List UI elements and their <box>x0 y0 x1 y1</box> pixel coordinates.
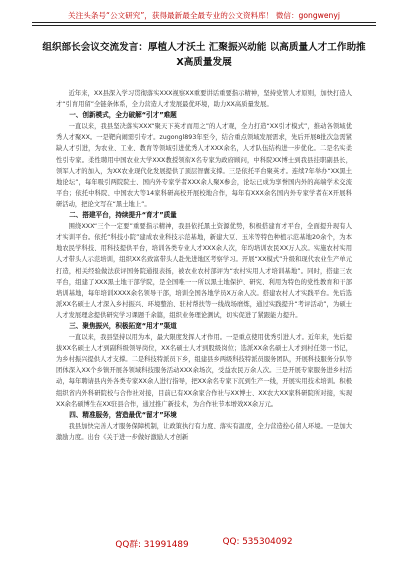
document-title: 组织部长会议交流发言：厚植人才沃土 汇聚振兴动能 以高质量人才工作助推X高质量发展 <box>42 42 366 68</box>
header-rule-bottom <box>32 25 376 26</box>
footer-qq: QQ: 535304092 <box>222 537 293 547</box>
body-paragraph: 一直以来，我县坚持以用为本，最大限度发挥人才作用。一是重点使用优秀引进人才。近年来，先后提拔XX名硕士人才到副科级领导岗位，XX名硕士人才到股级岗位；选派XX余名硕士人才到村任第一书记，为乡村振兴提供人才支撑。二是科技特派员下乡，组建县乡两级科技特派员服务团队，开展科技服务分队等团体深入XX个乡镇开展各领域科技服务活动XXX余场次，受益农民万余人次。三是开展专家服务进乡村活动，每年聘请县内外各类专家XX余人进行指导，把XX余名专家下沉到生产一线，开展实用技术培训。积极组织省内外科研院校与合作社对接，目前已有XX余家合作社与XX博士、XX农大XX家科研院所对接，实现XX余名硕博生在XX驻县合作，通过推广新技术，为合作社节本增效XX余万元。 <box>56 334 352 408</box>
section-heading: 一、创新模式，全力破解“引才”难题 <box>69 111 177 120</box>
document-body <box>56 88 352 443</box>
section-heading: 三、聚焦振兴，积极拓宽“用才”渠道 <box>69 321 177 330</box>
footer-qq-group: QQ群: 31991489 <box>115 540 189 550</box>
body-paragraph: 一直以来，我县坚决落实XXX“聚天下英才而用之”的人才观，全力打造“XX引才模式”，推动各领域优秀人才聚XX。一是靶向闹需引专才。zugongl893年至今，结合重点领域发展需求，先后开展8批次急需紧缺人才引进，为农业、工业、教育等领域引进优秀人才XXX余名，人才队伍结构进一步优化。二是名实柔性引专家。柔性聘用中国农业大学XXX教授领衔X名专家为政府顾问，中科院XX博士到我县挂职副县长，领军人才的加入，为XX农业现代化发展提供了顶层智囊支撑。三是依托平台聚英才。连续7年举办“XX黑土地论坛”，每年吸引两院院士、国内外专家学者XXX余人聚X参会，论坛已成为享誉国内外的高端学术交流平台；依托中科院、中国农大等14家科研高校开展校地合作，每年有XXX余名国内外专家学者在X开展科研活动，把论文写在“黑土地上”。 <box>56 123 352 208</box>
body-paragraph: 近年来，XX县深入学习贯彻落实XXX视察XX重要讲话重要指示精神，坚持党管人才原则，加快打造人才“引育用留”全链条体系，全力营造人才发展最优环境，助力XX高质量发展。 <box>56 90 352 109</box>
section-heading: 四、精准服务，营造最优“留才”环境 <box>69 410 177 419</box>
body-paragraph: 围绕XXX“三个一定要”重要指示精神，我县依托黑土资源优势，积极搭建育才平台，全面提升现有人才实训平台。依托“科技小院”建成农业科技示范基地，新建大豆、玉米等特色种植示范基地20余个，为本地农民学科技、用科技提供平台，培训各类专业人才XXX余人次，年均培训农民XX万人次。实施农村实用人才带头人示范培训，组织XX名致富带头人赴先进地区考察学习。开展“XX模式”升级和现代农业生产单元打造，相关经验做法获评国务院通报表扬，被农业农村部评为“农村实用人才培训基地”。同时，搭建三农平台，组建了XXX黑土地干部学院，是全国唯一一所以黑土地保护、研究、利用为特色的党性教育和干部培训基地，每年培训XXXX余名领导干部，培训全国各地学员X万余人次。搭建农村人才实践平台。先后选派XX名硕士人才深入乡村振兴、环境整治、驻村帮扶等一线战场磨炼，通过实践提升“考评活动”，为硕士人才发展理念提供研究学习课题千余篇，组织业务理论测试，切实促进了紧跟能力提升。 <box>56 223 352 319</box>
body-paragraph: 我县加快完善人才服务保障机制，让政策执行有力度、落实有温度，全力营造拴心留人环境。一是加大激励力度。出台《关于进一步做好激励人才创新 <box>56 422 352 441</box>
section-heading: 二、搭建平台，持续提升“育才”质量 <box>69 211 177 220</box>
footer <box>0 537 408 550</box>
header-banner: 关注头条号“公文研究”，获得最新最全最专业的公文资料库！ 微信：gongwenyj <box>68 11 340 20</box>
header-rule-top <box>32 22 376 23</box>
